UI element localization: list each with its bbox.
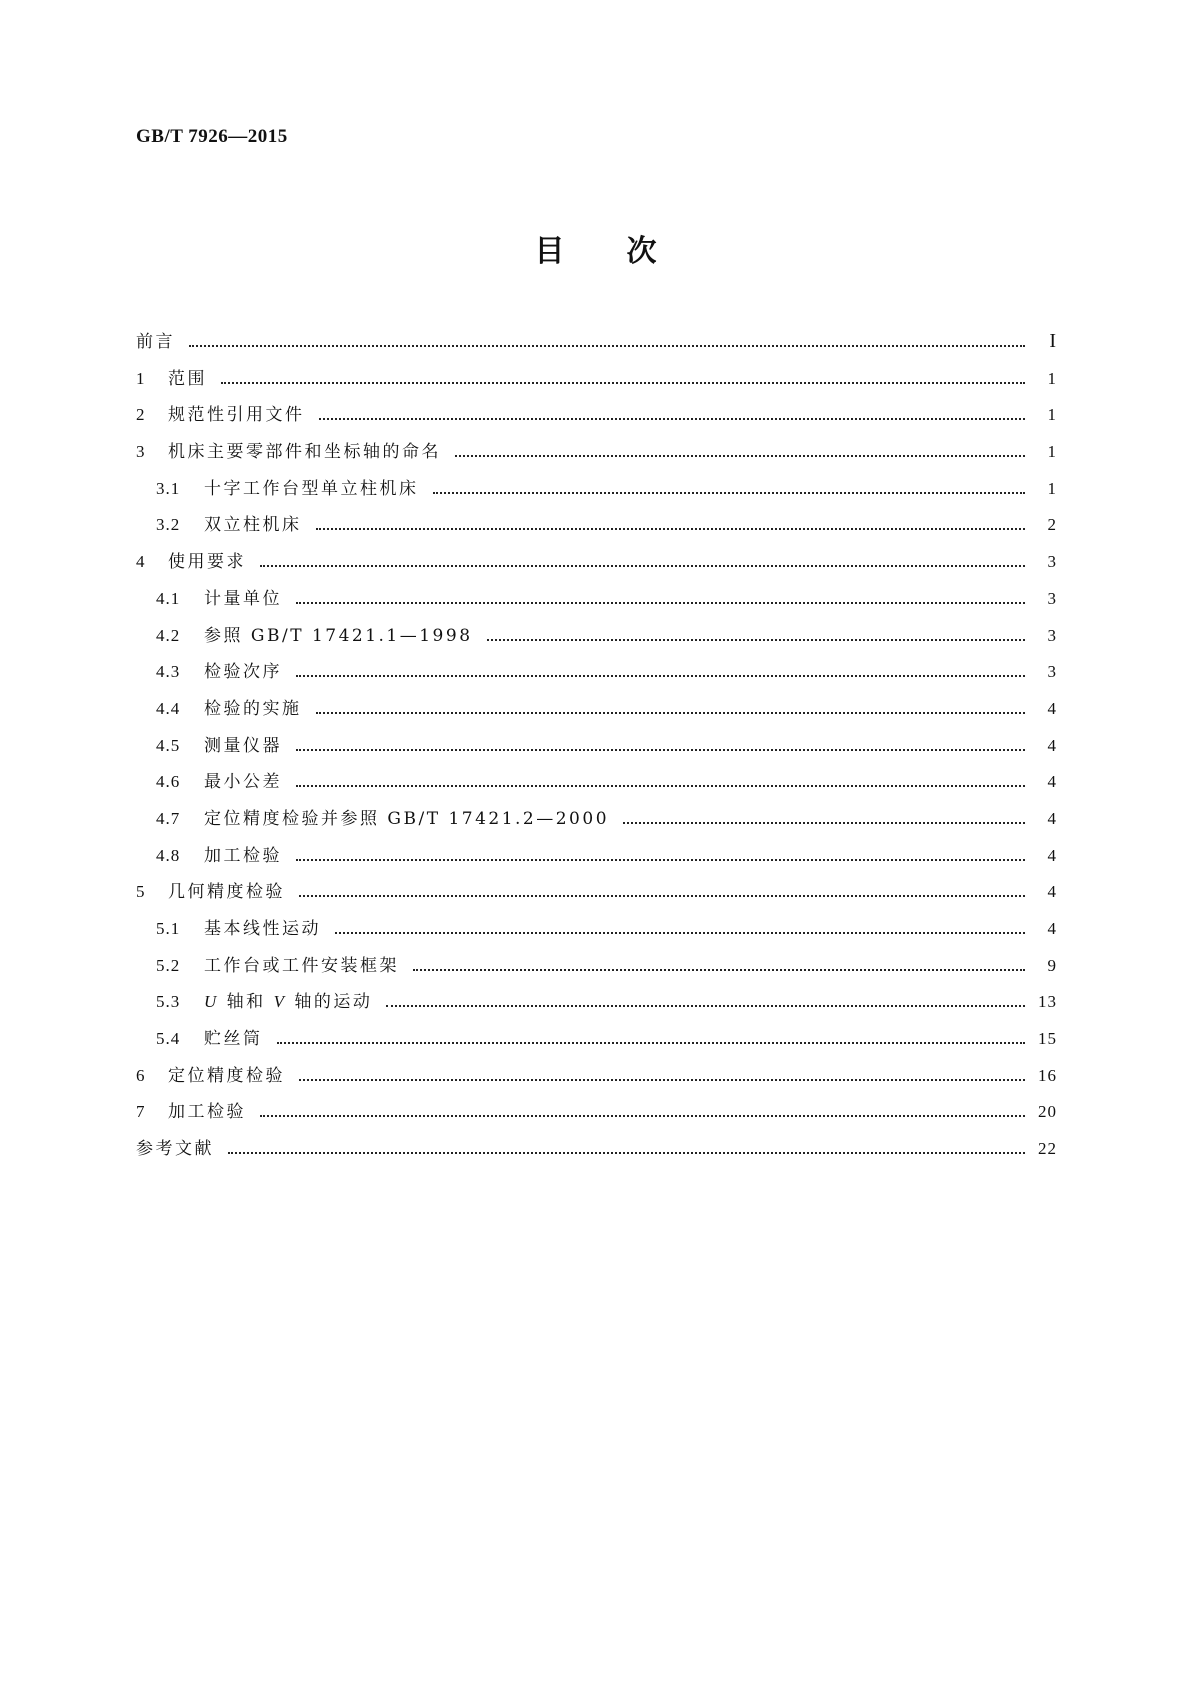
toc-entry[interactable]	[136, 510, 1057, 547]
toc-entry[interactable]	[136, 987, 1057, 1024]
dot-leader	[335, 932, 1025, 934]
toc-entry-page-number: 1	[1047, 442, 1057, 462]
toc-entry-page-number: 4	[1047, 808, 1057, 828]
toc-entry-label: 使用要求	[168, 552, 246, 573]
toc-entry-number: 5	[136, 882, 146, 902]
dot-leader	[413, 969, 1025, 971]
toc-entry-label: 参考文献	[136, 1139, 214, 1160]
toc-entry-label: 定位精度检验并参照 GB/T 17421.2—2000	[204, 808, 610, 829]
toc-entry-number: 6	[136, 1065, 146, 1085]
toc-entry-page-number: 4	[1047, 845, 1057, 865]
toc-entry[interactable]	[136, 841, 1057, 878]
dot-leader	[296, 602, 1025, 604]
toc-entry-label: 检验次序	[204, 662, 282, 683]
toc-entry-number: 4.2	[156, 625, 181, 645]
toc-entry-page-number: 4	[1047, 882, 1057, 902]
toc-entry[interactable]	[136, 694, 1057, 731]
toc-entry-number: 1	[136, 368, 146, 388]
toc-entry-page-number: 4	[1047, 735, 1057, 755]
toc-entry-label: 前言	[136, 332, 175, 352]
toc-entry-number: 5.4	[156, 1029, 181, 1049]
toc-entry-label: 最小公差	[204, 772, 282, 793]
toc-entry-number: 3.1	[156, 478, 181, 498]
toc-entry-number: 4.5	[156, 735, 181, 755]
toc-entry-number: 4.6	[156, 772, 181, 792]
dot-leader	[455, 455, 1025, 457]
dot-leader	[260, 565, 1025, 567]
toc-list	[136, 327, 1057, 1171]
toc-entry-page-number: 3	[1047, 588, 1057, 608]
toc-entry[interactable]	[136, 327, 1057, 364]
toc-entry[interactable]	[136, 547, 1057, 584]
dot-leader	[296, 859, 1025, 861]
toc-entry[interactable]	[136, 951, 1057, 988]
toc-entry-number: 4.7	[156, 808, 181, 828]
toc-entry-label: 定位精度检验	[168, 1065, 285, 1086]
toc-entry-page-number: I	[1049, 330, 1057, 352]
toc-entry[interactable]	[136, 474, 1057, 511]
toc-entry-number: 2	[136, 405, 146, 425]
toc-title: 目次	[534, 234, 719, 269]
toc-entry-page-number: 16	[1038, 1065, 1057, 1085]
toc-entry-page-number: 1	[1047, 405, 1057, 425]
toc-entry-label: 加工检验	[204, 845, 282, 866]
dot-leader	[386, 1005, 1025, 1007]
toc-entry-page-number: 3	[1047, 625, 1057, 645]
toc-entry-number: 5.2	[156, 955, 181, 975]
toc-entry-label: 范围	[168, 368, 207, 389]
toc-entry-page-number: 9	[1047, 955, 1057, 975]
toc-entry-label: 测量仪器	[204, 735, 282, 756]
toc-entry-label: 工作台或工件安装框架	[204, 955, 399, 976]
standard-code: GB/T 7926—2015	[136, 126, 288, 147]
dot-leader	[316, 712, 1026, 714]
toc-entry-number: 7	[136, 1102, 146, 1122]
toc-entry-number: 4.4	[156, 698, 181, 718]
toc-entry-page-number: 3	[1047, 552, 1057, 572]
toc-entry-label: 参照 GB/T 17421.1—1998	[204, 625, 473, 646]
toc-entry-label: U 轴和 V 轴的运动	[204, 992, 373, 1013]
toc-entry[interactable]	[136, 657, 1057, 694]
dot-leader	[296, 675, 1025, 677]
dot-leader	[260, 1115, 1025, 1117]
toc-entry[interactable]	[136, 437, 1057, 474]
dot-leader	[316, 528, 1026, 530]
dot-leader	[277, 1042, 1026, 1044]
toc-entry[interactable]	[136, 621, 1057, 658]
toc-entry-label: 基本线性运动	[204, 919, 321, 939]
toc-entry-number: 4.1	[156, 588, 181, 608]
toc-entry-page-number: 13	[1038, 992, 1057, 1012]
toc-entry-page-number: 1	[1047, 368, 1057, 388]
dot-leader	[221, 382, 1025, 384]
toc-entry[interactable]	[136, 1097, 1057, 1134]
dot-leader	[228, 1152, 1025, 1154]
dot-leader	[623, 822, 1025, 824]
toc-entry-label: 加工检验	[168, 1102, 246, 1123]
toc-entry[interactable]	[136, 1134, 1057, 1171]
toc-entry-label: 检验的实施	[204, 698, 302, 719]
toc-entry-page-number: 3	[1047, 662, 1057, 682]
toc-entry-number: 4	[136, 552, 146, 572]
toc-entry[interactable]	[136, 364, 1057, 401]
toc-entry-number: 4.3	[156, 662, 181, 682]
toc-entry-page-number: 15	[1038, 1029, 1057, 1049]
toc-entry-label: 十字工作台型单立柱机床	[204, 478, 419, 499]
toc-entry-label: 几何精度检验	[168, 882, 285, 903]
toc-entry-label: 贮丝筒	[204, 1029, 263, 1050]
toc-entry-label: 机床主要零部件和坐标轴的命名	[168, 442, 441, 463]
toc-entry[interactable]	[136, 877, 1057, 914]
toc-entry-page-number: 4	[1047, 772, 1057, 792]
toc-entry-page-number: 20	[1038, 1102, 1057, 1122]
toc-entry-label: 计量单位	[204, 588, 282, 609]
toc-entry-page-number: 22	[1038, 1139, 1057, 1159]
toc-entry[interactable]	[136, 1061, 1057, 1098]
toc-entry-number: 4.8	[156, 845, 181, 865]
toc-entry-label: 双立柱机床	[204, 515, 302, 536]
toc-entry[interactable]	[136, 1024, 1057, 1061]
dot-leader	[319, 418, 1026, 420]
dot-leader	[296, 749, 1025, 751]
dot-leader	[487, 639, 1025, 641]
toc-entry-page-number: 2	[1047, 515, 1057, 535]
dot-leader	[299, 895, 1025, 897]
toc-entry-number: 5.1	[156, 919, 181, 938]
toc-entry[interactable]	[136, 400, 1057, 437]
toc-entry[interactable]	[136, 767, 1057, 804]
toc-entry-page-number: 4	[1047, 698, 1057, 718]
toc-entry-page-number: 1	[1047, 478, 1057, 498]
toc-entry-number: 3	[136, 442, 146, 462]
toc-entry[interactable]	[136, 584, 1057, 621]
toc-entry[interactable]	[136, 731, 1057, 768]
toc-entry[interactable]	[136, 914, 1057, 951]
dot-leader	[299, 1079, 1025, 1081]
toc-entry-number: 3.2	[156, 515, 181, 535]
toc-entry-number: 5.3	[156, 992, 181, 1012]
toc-entry-label: 规范性引用文件	[168, 405, 305, 426]
toc-entry[interactable]	[136, 804, 1057, 841]
dot-leader	[433, 492, 1026, 494]
dot-leader	[296, 785, 1025, 787]
dot-leader	[189, 345, 1025, 347]
toc-entry-page-number: 4	[1047, 919, 1057, 938]
